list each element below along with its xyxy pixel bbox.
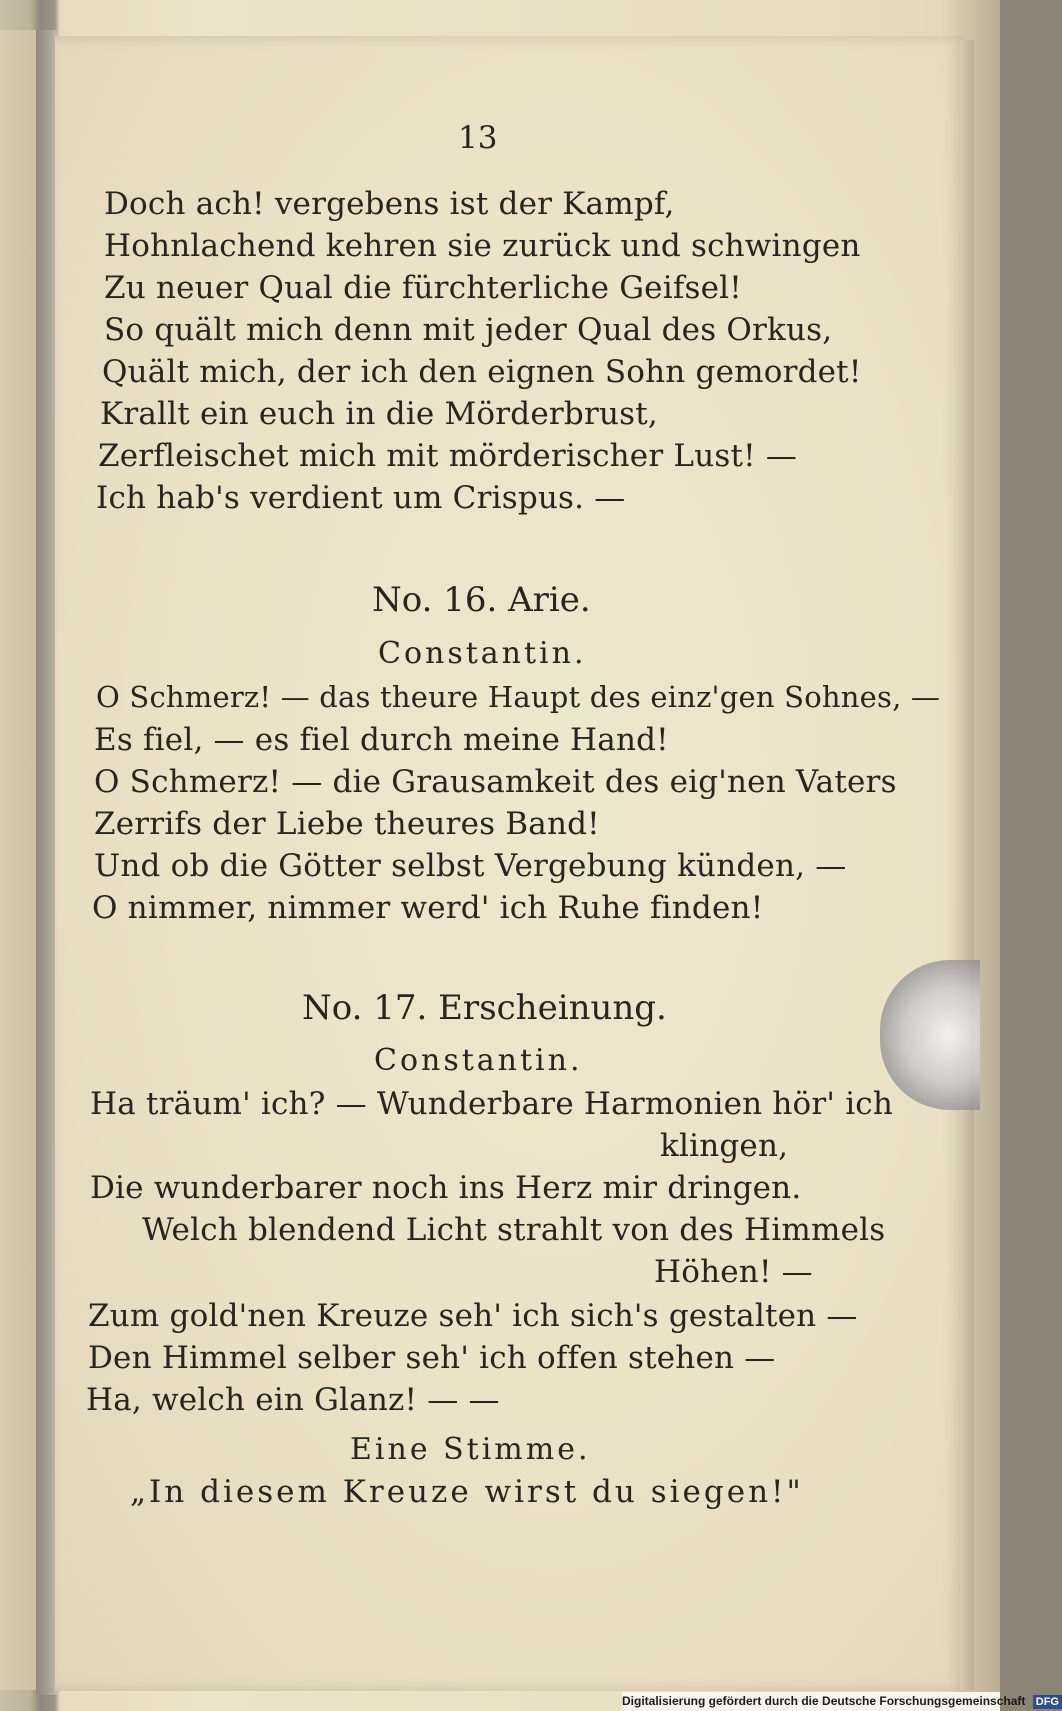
dfg-logo: DFG [1033,1695,1062,1709]
text-line: Höhen! — [654,1254,813,1290]
text-line: Den Himmel selber seh' ich offen stehen — [88,1340,776,1376]
text-line: Zum gold'nen Kreuze seh' ich sich's gestalten — [88,1298,858,1334]
text-line: Es fiel, — es fiel durch meine Hand! [94,722,669,758]
text-line: Zu neuer Qual die fürchterliche Geifsel! [104,270,742,306]
text-line: O nimmer, nimmer werd' ich Ruhe finden! [92,890,764,926]
text-line: „In diesem Kreuze wirst du siegen!" [130,1474,804,1510]
text-line: Zerrifs der Liebe theures Band! [94,806,600,842]
speaker-name: Constantin. [378,636,587,671]
section-heading: No. 16. Arie. [372,580,591,620]
digitization-footer [622,1692,1059,1711]
page-number: 13 [458,120,498,156]
text-line: Hohnlachend kehren sie zurück und schwingen [104,228,861,264]
text-line: O Schmerz! — das theure Haupt des einz'gen Sohnes, — [96,680,941,714]
text-line: Ha, welch ein Glanz! — — [86,1382,500,1418]
text-line: Ich hab's verdient um Crispus. — [96,480,626,516]
text-line: Quält mich, der ich den eignen Sohn gemordet! [102,354,862,390]
text-line: Doch ach! vergebens ist der Kampf, [104,186,675,222]
text-line: Und ob die Götter selbst Vergebung künden, — [94,848,847,884]
speaker-name: Constantin. [374,1043,583,1078]
text-line: Ha träum' ich? — Wunderbare Harmonien hör' ich [90,1086,894,1122]
text-line: klingen, [660,1128,789,1164]
text-line: Zerfleischet mich mit mörderischer Lust! — [98,438,798,474]
section-heading: No. 17. Erscheinung. [302,988,667,1028]
text-line: So quält mich denn mit jeder Qual des Orkus, [104,312,833,348]
text-line: Krallt ein euch in die Mörderbrust, [100,396,658,432]
text-line: Die wunderbarer noch ins Herz mir dringen. [90,1170,802,1206]
footer-text: Digitalisierung gefördert durch die Deutsche Forschungsgemeinschaft [622,1694,1026,1708]
text-line: O Schmerz! — die Grausamkeit des eig'nen Vaters [94,764,897,800]
text-line: Welch blendend Licht strahlt von des Himmels [142,1212,886,1248]
speaker-name: Eine Stimme. [350,1432,591,1467]
